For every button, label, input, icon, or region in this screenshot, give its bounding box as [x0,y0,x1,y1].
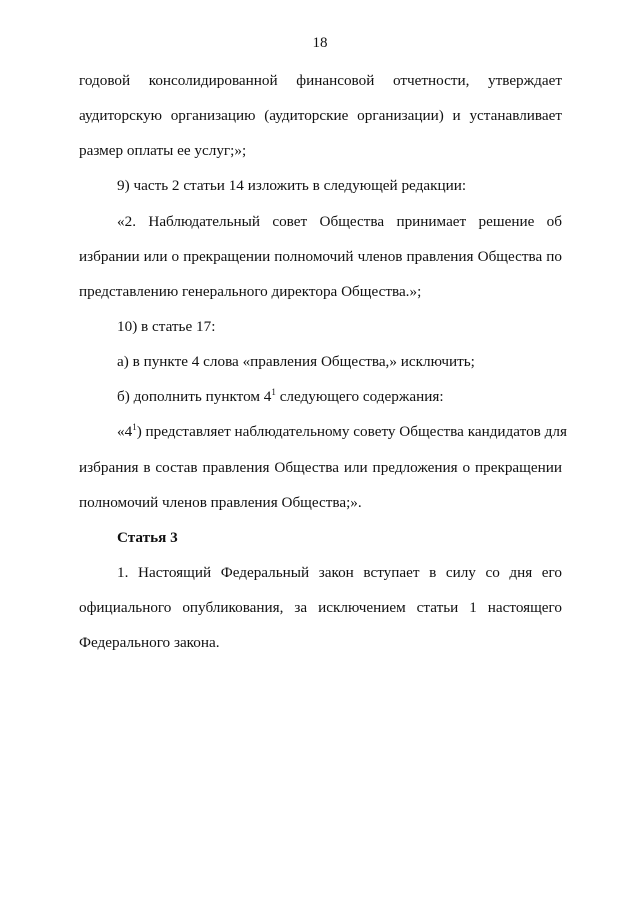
text-line: официального опубликования, за исключением статьи 1 настоящего [79,599,562,616]
superscript: 1 [271,387,276,397]
text-span: следующего содержания: [275,388,444,405]
text-span: «4 [117,423,133,440]
quote-line [117,422,567,441]
list-item-a: а) в пункте 4 слова «правления Общества,» исключить; [117,353,475,370]
quote-line: «2. Наблюдательный совет Общества принимает решение об [117,213,562,230]
text-line: представлению генерального директора Общества.»; [79,283,422,300]
list-item-10: 10) в статье 17: [117,318,216,335]
page-number: 18 [312,35,328,51]
text-line: полномочий членов правления Общества;». [79,494,362,511]
list-item-9: 9) часть 2 статьи 14 изложить в следующей редакции: [117,177,467,194]
list-item-b [117,388,562,406]
text-line: Федерального закона. [79,634,220,651]
text-line: 1. Настоящий Федеральный закон вступает в силу со дня его [117,564,562,581]
text-line: аудиторскую организацию (аудиторские организации) и устанавливает [79,107,562,124]
text-line: годовой консолидированной финансовой отчетности, утверждает [79,72,562,89]
text-span: ) представляет наблюдательному совету Общества кандидатов для [136,423,567,440]
superscript: 1 [132,422,137,432]
text-line: размер оплаты ее услуг;»; [79,142,247,159]
text-line: избрании или о прекращении полномочий членов правления Общества по [79,248,562,265]
article-heading: Статья 3 [117,529,178,546]
text-span: б) дополнить пунктом 4 [117,388,272,405]
text-line: избрания в состав правления Общества или предложения о прекращении [79,459,562,476]
